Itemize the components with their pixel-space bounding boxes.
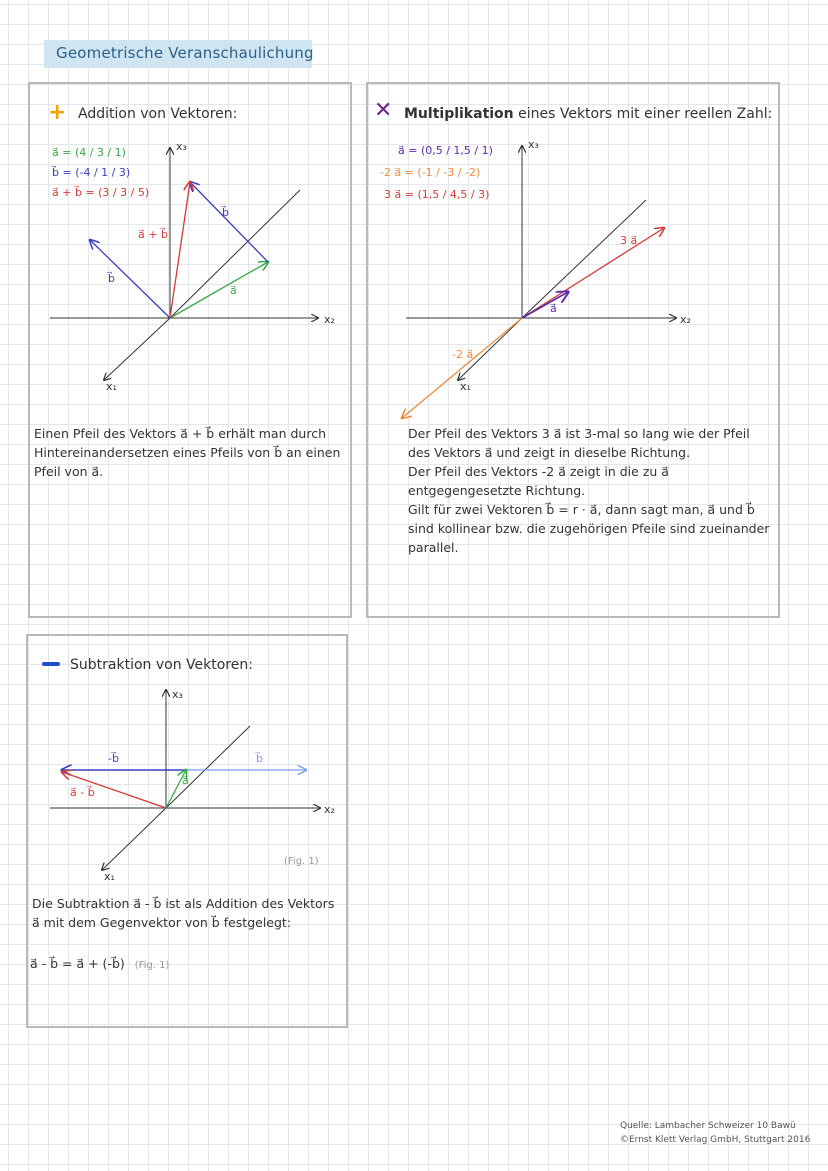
vector-sum: [170, 182, 190, 318]
plus-icon: +: [48, 100, 67, 125]
label-a-sub: a⃗: [182, 774, 189, 787]
subtraction-formula: a⃗ - b⃗ = a⃗ + (-b⃗): [30, 956, 125, 971]
mult-text-3: Gilt für zwei Vektoren b⃗ = r · a⃗, dann sagt man, a⃗ und b⃗ sind kollinear bzw. die zugehörigen Pfeile sind zueinander parallel.: [408, 502, 770, 555]
addition-eq-b: b⃗ = (-4 / 1 / 3): [52, 166, 131, 179]
vector-b-shifted: [190, 182, 268, 262]
axis-x2-label: x₂: [324, 313, 335, 326]
subtraction-heading: Subtraktion von Vektoren:: [70, 657, 253, 673]
addition-text: Einen Pfeil des Vektors a⃗ + b⃗ erhält man durch Hintereinandersetzen eines Pfeils von b⃗ an einen Pfeil von a⃗.: [34, 426, 341, 479]
sub-axis-x3-label: x₃: [172, 688, 183, 701]
mult-eq-a: a⃗ = (0,5 / 1,5 / 1): [398, 144, 493, 157]
label-b-left: b⃗: [108, 272, 115, 285]
multiplication-heading: [404, 106, 772, 122]
source-line-2: ©Ernst Klett Verlag GmbH, Stuttgart 2016: [620, 1135, 811, 1145]
subtraction-formula-line: [30, 954, 169, 975]
diagonal-line: [170, 190, 300, 318]
label-minus-2a: -2 a⃗: [452, 348, 474, 361]
addition-heading: Addition von Vektoren:: [78, 106, 238, 122]
source-line-1: Quelle: Lambacher Schweizer 10 Bawü: [620, 1121, 796, 1131]
label-neg-b: -b⃗: [108, 752, 119, 765]
times-icon: ✕: [374, 98, 393, 123]
label-b-top: b⃗: [222, 206, 229, 219]
label-sum: a⃗ + b⃗: [138, 228, 168, 241]
x1-axis: [104, 318, 170, 380]
mult-eq-minus2: -2 a⃗ = (-1 / -3 / -2): [380, 166, 481, 179]
mult-axis-x1-label: x₁: [460, 380, 471, 393]
mult-text-1: Der Pfeil des Vektors 3 a⃗ ist 3-mal so lang wie der Pfeil des Vektors a⃗ und zeigt in dieselbe Richtung.: [408, 426, 750, 460]
label-b-sub: b⃗: [256, 752, 263, 765]
axis-x3-label: x₃: [176, 140, 187, 153]
fig-label: (Fig. 1): [284, 856, 319, 867]
label-a: a⃗: [230, 284, 237, 297]
sub-axis-x2-label: x₂: [324, 803, 335, 816]
subtraction-formula-ref: (Fig. 1): [134, 960, 170, 971]
subtraction-text: Die Subtraktion a⃗ - b⃗ ist als Addition des Vektors a⃗ mit dem Gegenvektor von b⃗ festgelegt:: [32, 896, 335, 930]
multiplication-heading-rest: eines Vektors mit einer reellen Zahl:: [518, 106, 773, 122]
mult-axis-x2-label: x₂: [680, 313, 691, 326]
label-3a: 3 a⃗: [620, 234, 638, 247]
mult-axis-x3-label: x₃: [528, 138, 539, 151]
mult-eq-3: 3 a⃗ = (1,5 / 4,5 / 3): [384, 188, 490, 201]
addition-eq-a: a⃗ = (4 / 3 / 1): [52, 146, 126, 159]
minus-icon: [42, 662, 60, 666]
page-title: Geometrische Veranschaulichung: [56, 44, 314, 62]
axis-x1-label: x₁: [106, 380, 117, 393]
label-a-mult: a⃗: [550, 302, 557, 315]
vector-b: [90, 240, 170, 318]
addition-eq-sum: a⃗ + b⃗ = (3 / 3 / 5): [52, 186, 150, 199]
label-diff: a⃗ - b⃗: [70, 786, 95, 799]
multiplication-heading-bold: Multiplikation: [404, 106, 514, 122]
sub-axis-x1-label: x₁: [104, 870, 115, 883]
mult-text-2: Der Pfeil des Vektors -2 a⃗ zeigt in die zu a⃗ entgegengesetzte Richtung.: [408, 464, 669, 498]
